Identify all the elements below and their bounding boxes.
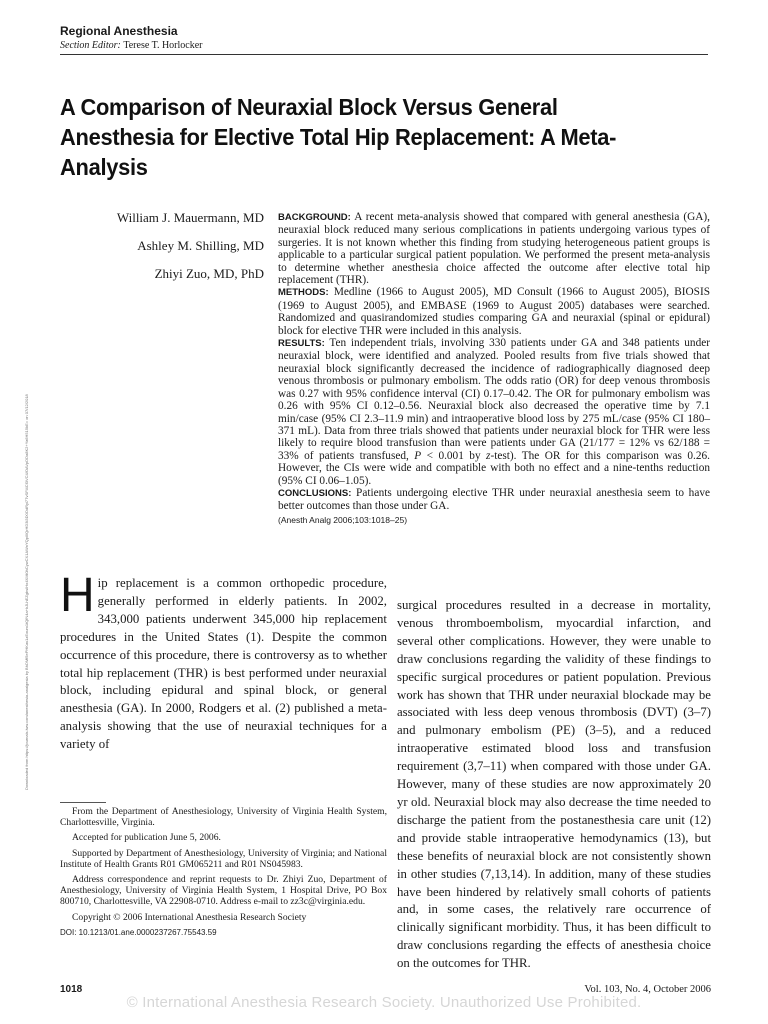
author-1: William J. Mauermann, MD: [116, 210, 264, 225]
author-3: Zhiyi Zuo, MD, PhD: [154, 266, 264, 281]
intro-paragraph: [60, 569, 387, 754]
methods-text: Medline (1966 to August 2005), MD Consult (1966 to August 2005), BIOSIS (1969 to August 2005), and EMBASE (1969 to August 2005) databases were searched. Randomized and quasirandomized studies comparing GA and neuraxial (spinal or epidural) block for elective THR were included in this analysis.: [278, 286, 710, 337]
results-text: Ten independent trials, involving 330 patients under GA and 348 patients under neuraxial block, were identified and analyzed. Pooled results from five trials showed that neuraxial block significantly decreased the incidence of radiographically diagnosed deep venous thrombosis or pulmonary embolism. The odds ratio (OR) for deep venous thrombosis was 0.27 with 95% confidence interval (CI) 0.17–0.42. The OR for pulmonary embolism was 0.26 with 95% CI 0.12–0.56. Neuraxial block also decreased the operative time by 7.1 min/case (95% CI 2.3–11.9 min) and intraoperative blood loss by 275 mL/case (95% CI 180–371 mL). Data from three trials showed that patients under neuraxial block for THR were less likely to require blood transfusion than were patients under GA (21/177 = 12% vs 62/188 = 33% of patients transfused,: [278, 337, 710, 462]
abstract-conclusions: [278, 487, 710, 513]
running-header: [60, 24, 203, 51]
body-right-paragraph: surgical procedures resulted in a decrease in mortality, venous thromboembolism, myocardial infarction, and several other complications. However, they were unable to draw conclusions regarding the validity of these findings to specific surgical procedures or patient population. Previous work has shown that THR under neuraxial blockade may be associated with less deep venous thrombosis (DVT) (3–7) and pulmonary embolism (PE) (3–5), and a reduced intraoperative estimated blood loss and transfusion requirement (3,7–11) when compared with those under GA. However, many of these studies are now approximately 20 yr old. Neuraxial block may also decrease the time needed to discharge the patient from the postanesthesia care unit (12) and provide stable intraoperative hemodynamics (13), but these benefits of neuraxial block are not consistently shown in other studies (7,13,14). In addition, many of these studies have been hindered by relatively small cohorts of patients and, in some cases, the relatively rare occurrence of clinically significant morbidity. Thus, it has been difficult to draw conclusions regarding the effects of anesthesia choice on the outcomes for THR.: [397, 598, 711, 971]
abstract-background: [278, 211, 710, 286]
results-text-2: < 0.001 by: [421, 449, 487, 462]
footnote-support: Supported by Department of Anesthesiology, University of Virginia; and National Institute of Health Grants R01 GM065211 and R01 NS045983.: [60, 847, 387, 870]
journal-issue: Vol. 103, No. 4, October 2006: [584, 984, 711, 995]
z-symbol: z: [486, 449, 491, 462]
abstract-results: [278, 337, 710, 487]
footnote-divider: [60, 802, 106, 803]
conclusions-label: CONCLUSIONS:: [278, 487, 352, 499]
conclusions-text: Patients undergoing elective THR under neuraxial anesthesia seem to have better outcomes than those under GA.: [278, 486, 711, 513]
copyright-watermark: © International Anesthesia Research Society. Unauthorized Use Prohibited.: [126, 994, 642, 1011]
footnote-correspondence: Address correspondence and reprint requests to Dr. Zhiyi Zuo, Department of Anesthesiology, University of Virginia Health System, 1 Hospital Drive, PO Box 800710, Charlottesville, VA 22908-0710. Address e-mail to zz3c@virginia.edu.: [60, 874, 387, 908]
abstract-methods: [278, 286, 710, 337]
section-editor-label: Section Editor:: [60, 40, 121, 51]
body-column-left: [60, 569, 387, 754]
body-column-right: [397, 597, 711, 973]
article-title: A Comparison of Neuraxial Block Versus General Anesthesia for Elective Total Hip Replacement: A Meta-Analysis: [60, 94, 617, 180]
author-2: Ashley M. Shilling, MD: [137, 238, 264, 253]
background-label: BACKGROUND:: [278, 212, 351, 223]
p-symbol: P: [414, 449, 422, 462]
footnote-accepted: Accepted for publication June 5, 2006.: [72, 832, 221, 844]
results-label: RESULTS:: [278, 338, 325, 350]
intro-text: ip replacement is a common orthopedic procedure, generally performed in elderly patients. In 2002, 343,000 patients underwent 345,000 hip replacement procedures in the United States (1). Despite the common occurrence of this procedure, there is controversy as to whether total hip replacement (THR) is best performed under neuraxial block, including epidural and spinal block, or general anesthesia (GA). In 2000, Rodgers et al. (2) published a meta-analysis showing that the use of neuraxial techniques for a variety of: [60, 576, 387, 752]
page-number: 1018: [60, 984, 83, 995]
abstract: [278, 211, 710, 526]
header-divider: [60, 54, 708, 55]
section-editor: [60, 40, 203, 51]
section-editor-name: Terese T. Horlocker: [123, 40, 203, 51]
doi: DOI: 10.1213/01.ane.0000237267.75543.59: [60, 927, 217, 937]
results-text-3: -test). The OR for this comparison was 0.26. However, the CIs were wide and compatible with both no effect and a nine-tenths reduction (95% CI 0.06–1.05).: [278, 449, 710, 487]
drop-cap: H: [60, 569, 95, 622]
footnote-copyright: Copyright © 2006 International Anesthesia Research Society: [72, 911, 307, 923]
author-list: [60, 210, 264, 294]
methods-label: METHODS:: [278, 287, 329, 299]
footnotes: [60, 806, 387, 942]
section-name: Regional Anesthesia: [60, 24, 178, 38]
abstract-citation: (Anesth Analg 2006;103:1018–25): [278, 514, 408, 525]
footnote-affiliation: From the Department of Anesthesiology, University of Virginia Health System, Charlottesville, Virginia.: [60, 806, 387, 829]
background-text: A recent meta-analysis showed that compared with general anesthesia (GA), neuraxial block reduced many serious complications in patients undergoing various types of surgeries. It is not known whether this finding from studying heterogeneous patient groups is applicable to a particular surgical patient population. We performed the present meta-analysis to determine whether anesthesia choice affected the outcome after elective total hip replacement (THR).: [278, 211, 711, 287]
download-note: Downloaded from https://journals.lww.com/anesthesia-analgesia by BhDMf5ePHKav1zEoum1tQfN4a+kJLhEZgbsIHo4XMi0hCywCX1AWnYQp/IlQrHD3i3D0OdRyi7TvSFl4Cf3VC4/OAVpDDa8K2+Ya6H515kE= on 07/12/2018: [24, 394, 29, 790]
